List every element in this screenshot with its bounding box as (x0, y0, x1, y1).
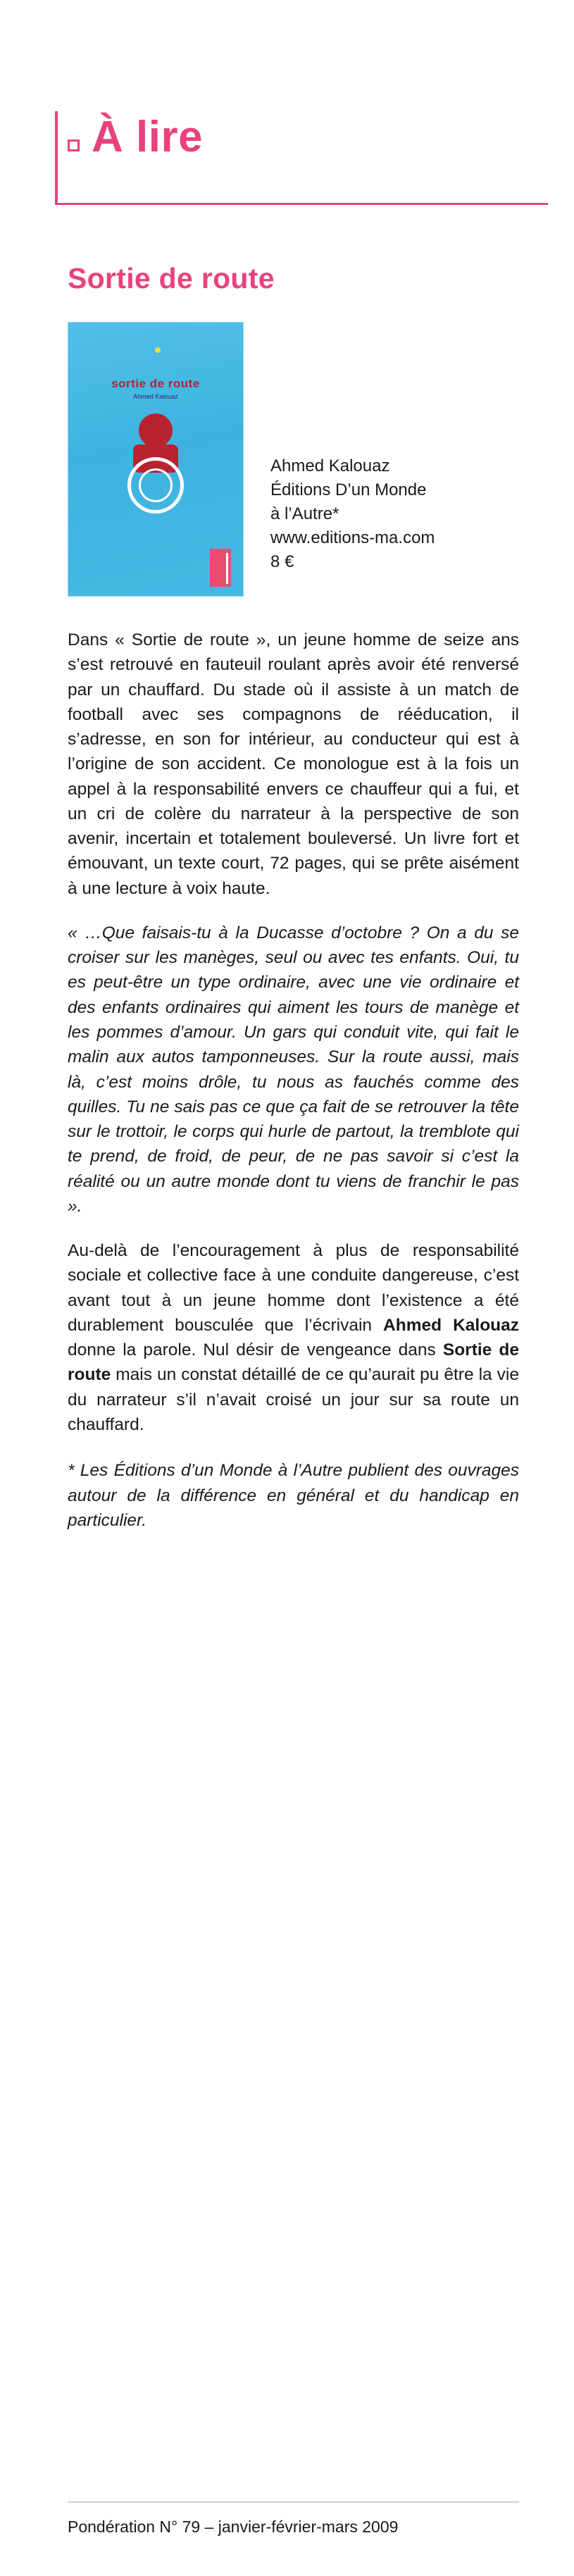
book-publisher: Éditions D’un Monde (270, 480, 427, 500)
paragraph-commentary-part1: Au-delà de l’encouragement à plus de responsabilité sociale et collective face à une conduite dangereuse, c’est avant tout à un jeune homme dont l’existence a été durablement bousculée que l’écrivain (68, 1241, 519, 1335)
cover-figure-wheel-inner (139, 468, 173, 502)
footer-divider (68, 2501, 519, 2503)
cover-badge-line (226, 553, 228, 584)
paragraph-intro: Dans « Sortie de route », un jeune homme de seize ans s’est retrouvé en fauteuil roulant après avoir été renversé par un chauffard. Du stade où il assiste à un match de football avec ses compagnons de rééducation, il s’adresse, en son for intérieur, au conducteur qui est à l’origine de son accident. Ce monologue est à la fois un appel à la responsabilité envers ce chauffeur qui a fui, et un cri de colère du narrateur à la perspective de son avenir, incertain et totalement bouleversé. Un livre fort et émouvant, un texte court, 72 pages, qui se prête aisément à une lecture à voix haute. (68, 630, 519, 898)
article-title: Sortie de route (68, 262, 275, 294)
header-left-rule (55, 111, 58, 204)
cover-author-text: Ahmed Kalouaz (133, 393, 178, 400)
paragraph-commentary-part2: donne la parole. Nul désir de vengeance dans (68, 1340, 443, 1360)
book-website[interactable]: www.editions-ma.com (270, 528, 435, 548)
cover-title-text: sortie de route (111, 377, 200, 390)
cover-dot-decoration (155, 347, 161, 353)
book-price: 8 € (270, 552, 294, 572)
book-title-bold: Sortie de route (68, 1340, 519, 1385)
book-block (0, 322, 574, 604)
book-author: Ahmed Kalouaz (270, 456, 390, 475)
paragraph-quote: « …Que faisais-tu à la Ducasse d’octobre ? On a du se croiser sur les manèges, seul ou avec tes enfants. Oui, tu es peut-être un type ordinaire, avec une vie ordinaire et des enfants ordinaires qui aiment les tours de manège et les pommes d’amour. Un gars qui conduit vite, qui fait le malin aux autos tamponneuses. Sur la route aussi, mais là, c’est moins drôle, tu nous as fauchés comme des quilles. Tu ne sais pas ce que ça fait de se retrouver la tête sur le trottoir, le corps qui hurle de partout, la tremblote qui te prend, de froid, de peur, de ne pas savoir si c’est la réalité ou un autre monde dont tu viens de franchir le pas ». (68, 923, 519, 1216)
section-header (0, 106, 574, 218)
page (0, 106, 574, 2576)
paragraph-commentary (68, 1238, 519, 1437)
paragraph-commentary-part3: mais un constat détaillé de ce qu’aurait pu être la vie du narrateur s’il n’avait croisé un jour sur sa route un chauffard. (68, 1365, 519, 1434)
book-cover-image (68, 322, 244, 597)
article-body (0, 628, 574, 1533)
cover-wheelchair-illustration (113, 413, 198, 519)
book-publisher-line2: à l’Autre* (270, 504, 339, 524)
paragraph-footnote: * Les Éditions d’un Monde à l’Autre publient des ouvrages autour de la différence en général et du handicap en particulier. (68, 1461, 519, 1530)
author-name-bold: Ahmed Kalouaz (383, 1315, 520, 1335)
square-bullet-icon (68, 139, 80, 151)
section-title: À lire (92, 113, 204, 161)
header-bottom-rule (55, 203, 548, 205)
cover-figure-head (139, 413, 173, 447)
book-metadata (270, 322, 519, 574)
footer-text: Pondération N° 79 – janvier-février-mars 2009 (68, 2518, 399, 2536)
